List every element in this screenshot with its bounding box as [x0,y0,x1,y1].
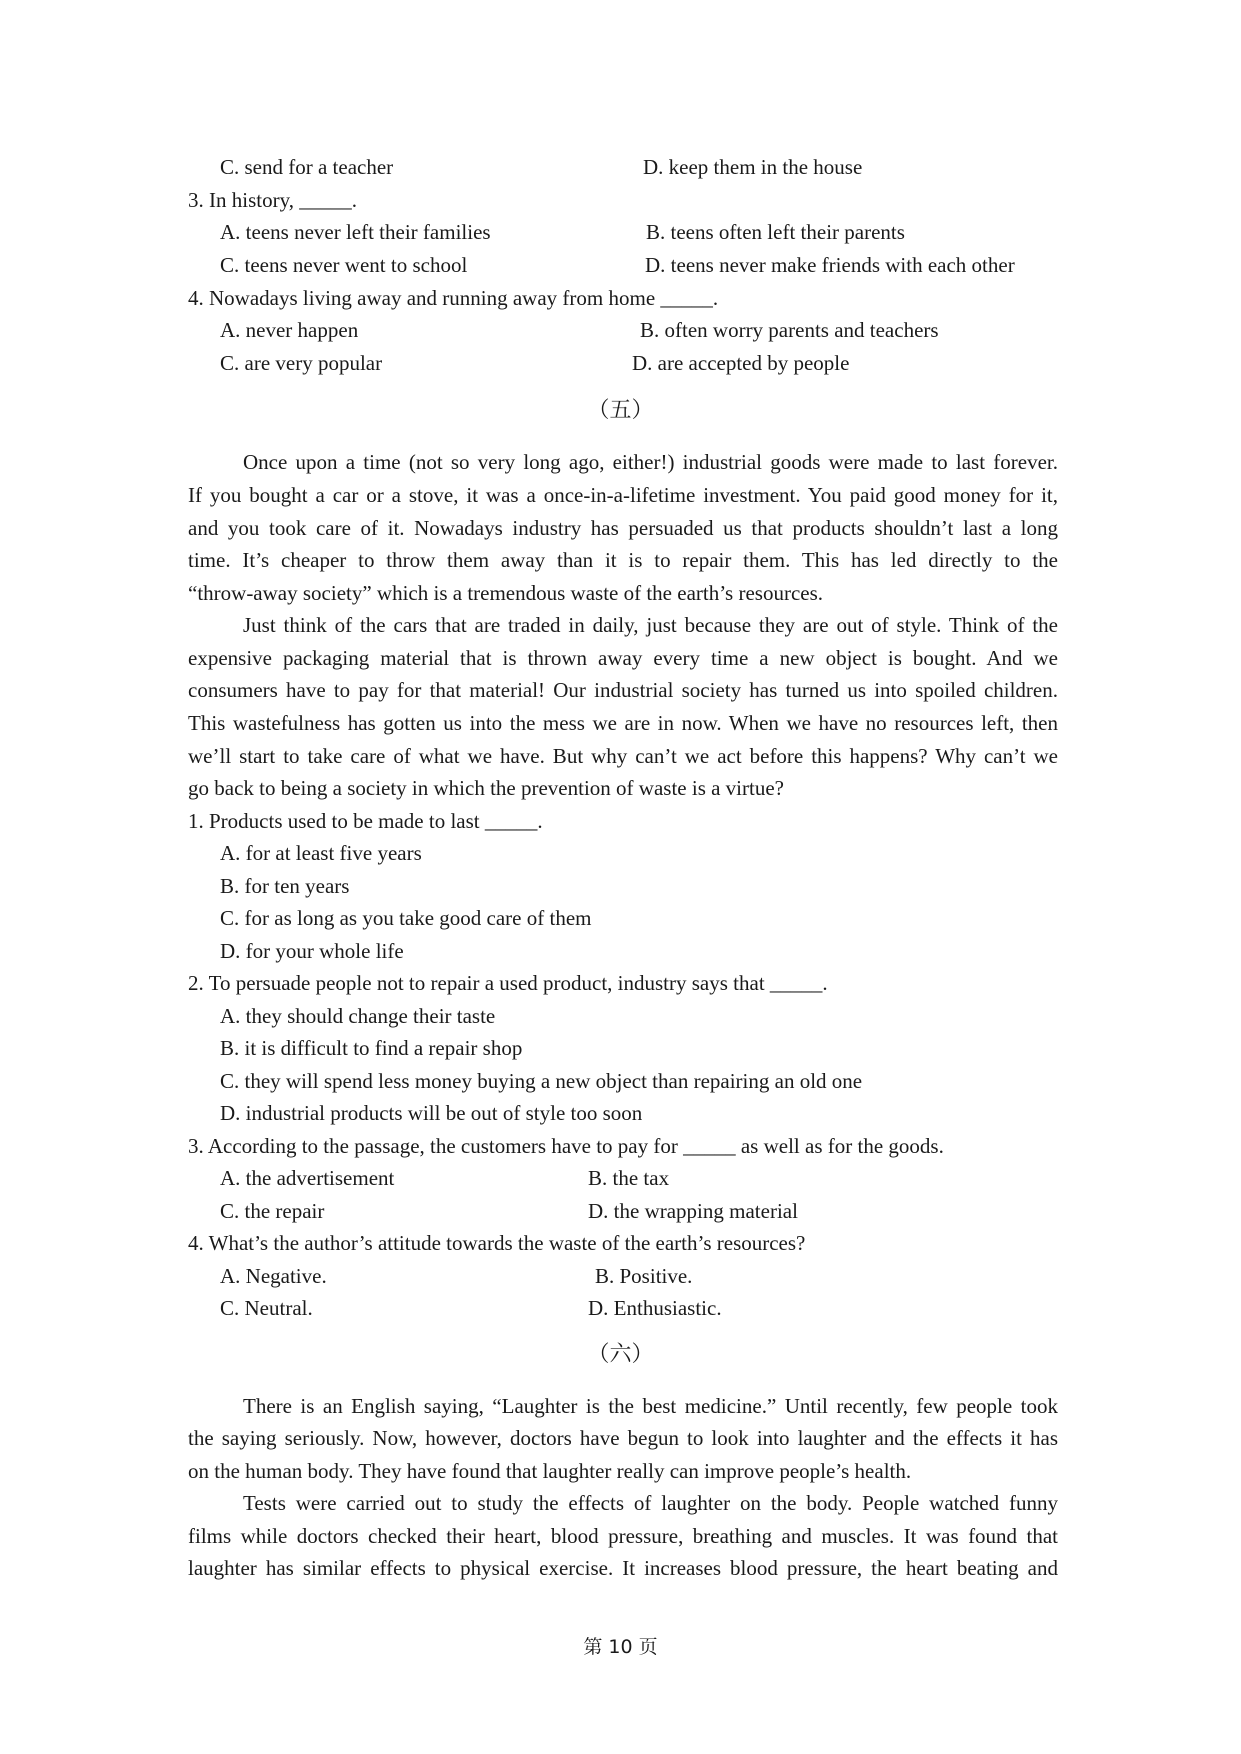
option-a: A. the advertisement [220,1166,395,1190]
option-b: B. Positive. [595,1264,693,1288]
option-d: D. teens never make friends with each other [645,253,1015,277]
passage-line: laughter has similar effects to physical exercise. It increases blood pressure, the heart beating and [188,1556,1058,1580]
option-b: B. for ten years [220,874,350,898]
option-a: A. they should change their taste [220,1004,496,1028]
option-d: D. keep them in the house [643,155,863,179]
option-b: B. the tax [588,1166,670,1190]
question-stem: 3. According to the passage, the customers have to pay for _____ as well as for the goods. [188,1134,944,1158]
page-number: 第 10 页 [583,1636,658,1658]
option-d: D. Enthusiastic. [588,1296,722,1320]
option-b: B. teens often left their parents [646,220,905,244]
option-d: D. industrial products will be out of style too soon [220,1101,643,1125]
section-heading: （六） [587,1342,654,1367]
passage-line: Once upon a time (not so very long ago, either!) industrial goods were made to last forever. [243,450,1058,474]
option-c: C. send for a teacher [220,155,394,179]
option-c: C. they will spend less money buying a new object than repairing an old one [220,1069,863,1093]
question-stem: 1. Products used to be made to last _____. [188,809,543,833]
option-a: A. never happen [220,318,359,342]
option-c: C. teens never went to school [220,253,468,277]
option-b: B. often worry parents and teachers [640,318,939,342]
passage-line: Tests were carried out to study the effects of laughter on the body. People watched funny [243,1491,1058,1515]
question-stem: 2. To persuade people not to repair a used product, industry says that _____. [188,971,828,995]
passage-line: the saying seriously. Now, however, doctors have begun to look into laughter and the effects it has [188,1426,1058,1450]
option-a: A. Negative. [220,1264,327,1288]
passage-line: Just think of the cars that are traded in daily, just because they are out of style. Think of the [243,613,1058,637]
passage-line: we’ll start to take care of what we have. But why can’t we act before this happens? Why can’t we [188,744,1058,768]
passage-line: There is an English saying, “Laughter is the best medicine.” Until recently, few people took [243,1394,1058,1418]
question-stem: 3. In history, _____. [188,188,357,212]
passage-line: go back to being a society in which the prevention of waste is a virtue? [188,776,784,800]
option-d: D. are accepted by people [632,351,850,375]
passage-line: and you took care of it. Nowadays industry has persuaded us that products shouldn’t last a long [188,516,1058,540]
passage-line: time. It’s cheaper to throw them away than it is to repair them. This has led directly to the [188,548,1058,572]
option-d: D. for your whole life [220,939,404,963]
passage-line: on the human body. They have found that laughter really can improve people’s health. [188,1459,912,1483]
passage-line: “throw-away society” which is a tremendous waste of the earth’s resources. [188,581,824,605]
passage-line: If you bought a car or a stove, it was a once-in-a-lifetime investment. You paid good money for it, [188,483,1058,507]
option-c: C. are very popular [220,351,383,375]
question-stem: 4. Nowadays living away and running away from home _____. [188,286,719,310]
option-d: D. the wrapping material [588,1199,798,1223]
passage-line: expensive packaging material that is thrown away every time a new object is bought. And we [188,646,1058,670]
question-stem: 4. What’s the author’s attitude towards the waste of the earth’s resources? [188,1231,806,1255]
passage-line: consumers have to pay for that material! Our industrial society has turned us into spoiled children. [188,678,1058,702]
option-a: A. for at least five years [220,841,422,865]
option-b: B. it is difficult to find a repair shop [220,1036,523,1060]
option-c: C. the repair [220,1199,325,1223]
option-c: C. for as long as you take good care of them [220,906,592,930]
passage-line: This wastefulness has gotten us into the mess we are in now. When we have no resources left, then [188,711,1058,735]
option-a: A. teens never left their families [220,220,491,244]
section-heading: （五） [587,398,654,423]
passage-line: films while doctors checked their heart, blood pressure, breathing and muscles. It was found that [188,1524,1058,1548]
option-c: C. Neutral. [220,1296,313,1320]
